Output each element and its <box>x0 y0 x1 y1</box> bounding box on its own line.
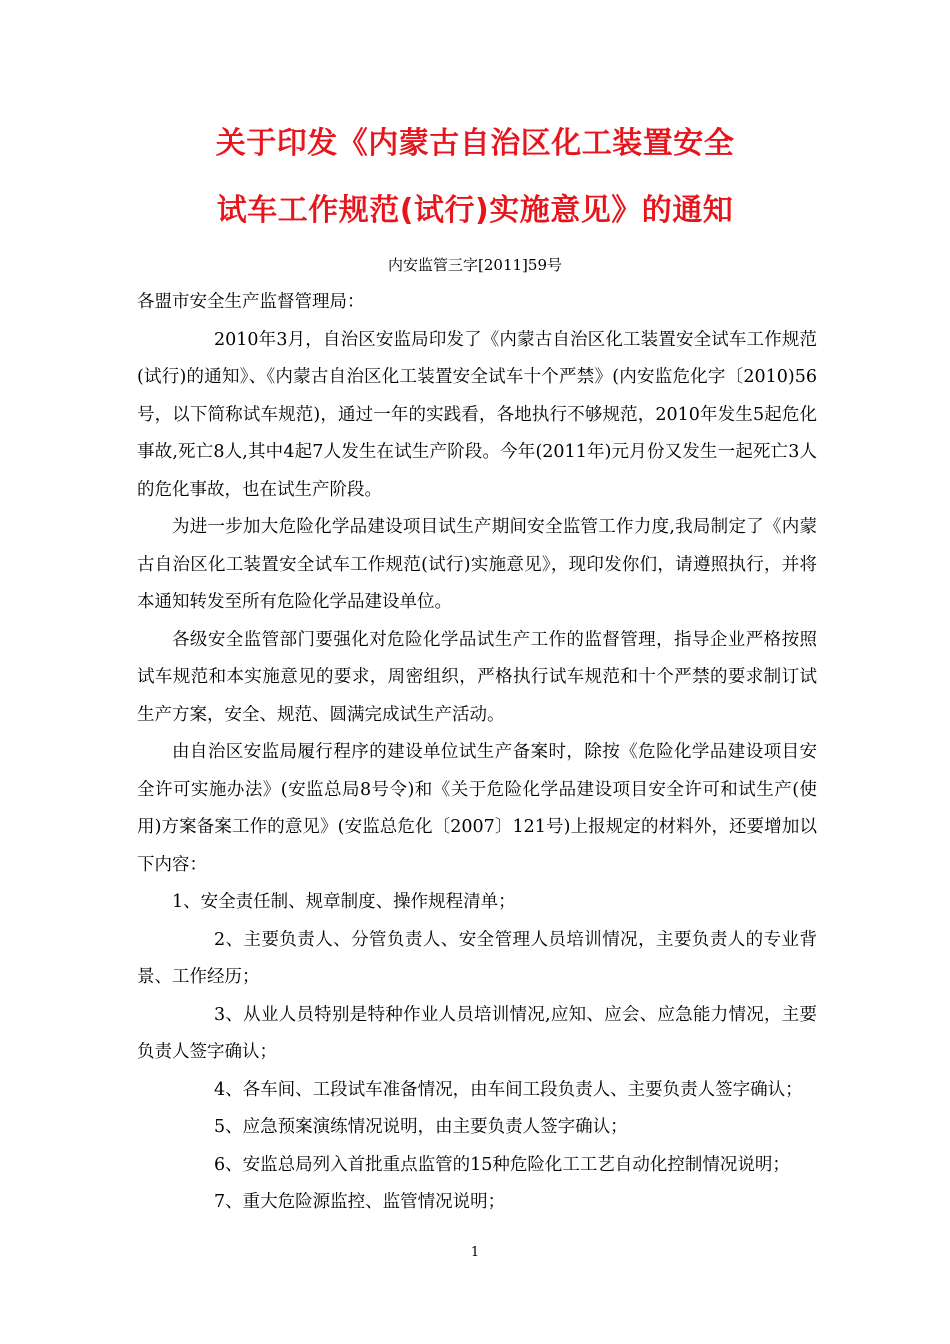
paragraph: 为进一步加大危险化学品建设项目试生产期间安全监管工作力度,我局制定了《内蒙古自治区化工装置安全试车工作规范(试行)实施意见》，现印发你们，请遵照执行，并将本通知转发至所有危险化学品建设单位。 <box>137 517 817 612</box>
list-item: 1、安全责任制、规章制度、操作规程清单； <box>172 892 516 912</box>
paragraph: 各级安全监管部门要强化对危险化学品试生产工作的监督管理，指导企业严格按照试车规范和本实施意见的要求，周密组织，严格执行试车规范和十个严禁的要求制订试生产方案，安全、规范、圆满完成试生产活动。 <box>137 629 817 725</box>
list-item: 5、应急预案演练情况说明，由主要负责人签字确认； <box>214 1117 628 1137</box>
page-number: 1 <box>470 1245 480 1260</box>
document-body <box>137 284 817 1222</box>
paragraph: 由自治区安监局履行程序的建设单位试生产备案时，除按《危险化学品建设项目安全许可实施办法》(安监总局8号令)和《关于危险化学品建设项目安全许可和试生产(使用)方案备案工作的意见》(安监总危化〔2007〕121号)上报规定的材料外，还要增加以下内容： <box>137 742 817 875</box>
list-item: 4、各车间、工段试车准备情况，由车间工段负责人、主要负责人签字确认； <box>214 1079 803 1100</box>
document-title-line-1: 关于印发《内蒙古自治区化工装置安全 <box>215 126 735 161</box>
document-number: 内安监管三字[2011]59号 <box>388 256 562 274</box>
list-item: 6、安监总局列入首批重点监管的15种危险化工工艺自动化控制情况说明； <box>214 1154 790 1175</box>
salutation: 各盟市安全生产监督管理局： <box>137 292 365 312</box>
list-item: 2、主要负责人、分管负责人、安全管理人员培训情况，主要负责人的专业背景、工作经历； <box>137 929 817 987</box>
paragraph: 2010年3月，自治区安监局印发了《内蒙古自治区化工装置安全试车工作规范(试行)的通知》、《内蒙古自治区化工装置安全试车十个严禁》(内安监危化字〔2010)56号，以下简称试车规范)，通过一年的实践看，各地执行不够规范，2010年发生5起危化事故,死亡8人,其中4起7人发生在试生产阶段。今年(2011年)元月份又发生一起死亡3人的危化事故，也在试生产阶段。 <box>137 329 817 500</box>
document-title-line-2: 试车工作规范(试行)实施意见》的通知 <box>216 193 734 228</box>
list-item: 3、从业人员特别是特种作业人员培训情况,应知、应会、应急能力情况，主要负责人签字确认； <box>137 1004 817 1062</box>
list-item: 7、重大危险源监控、监管情况说明； <box>214 1192 506 1212</box>
